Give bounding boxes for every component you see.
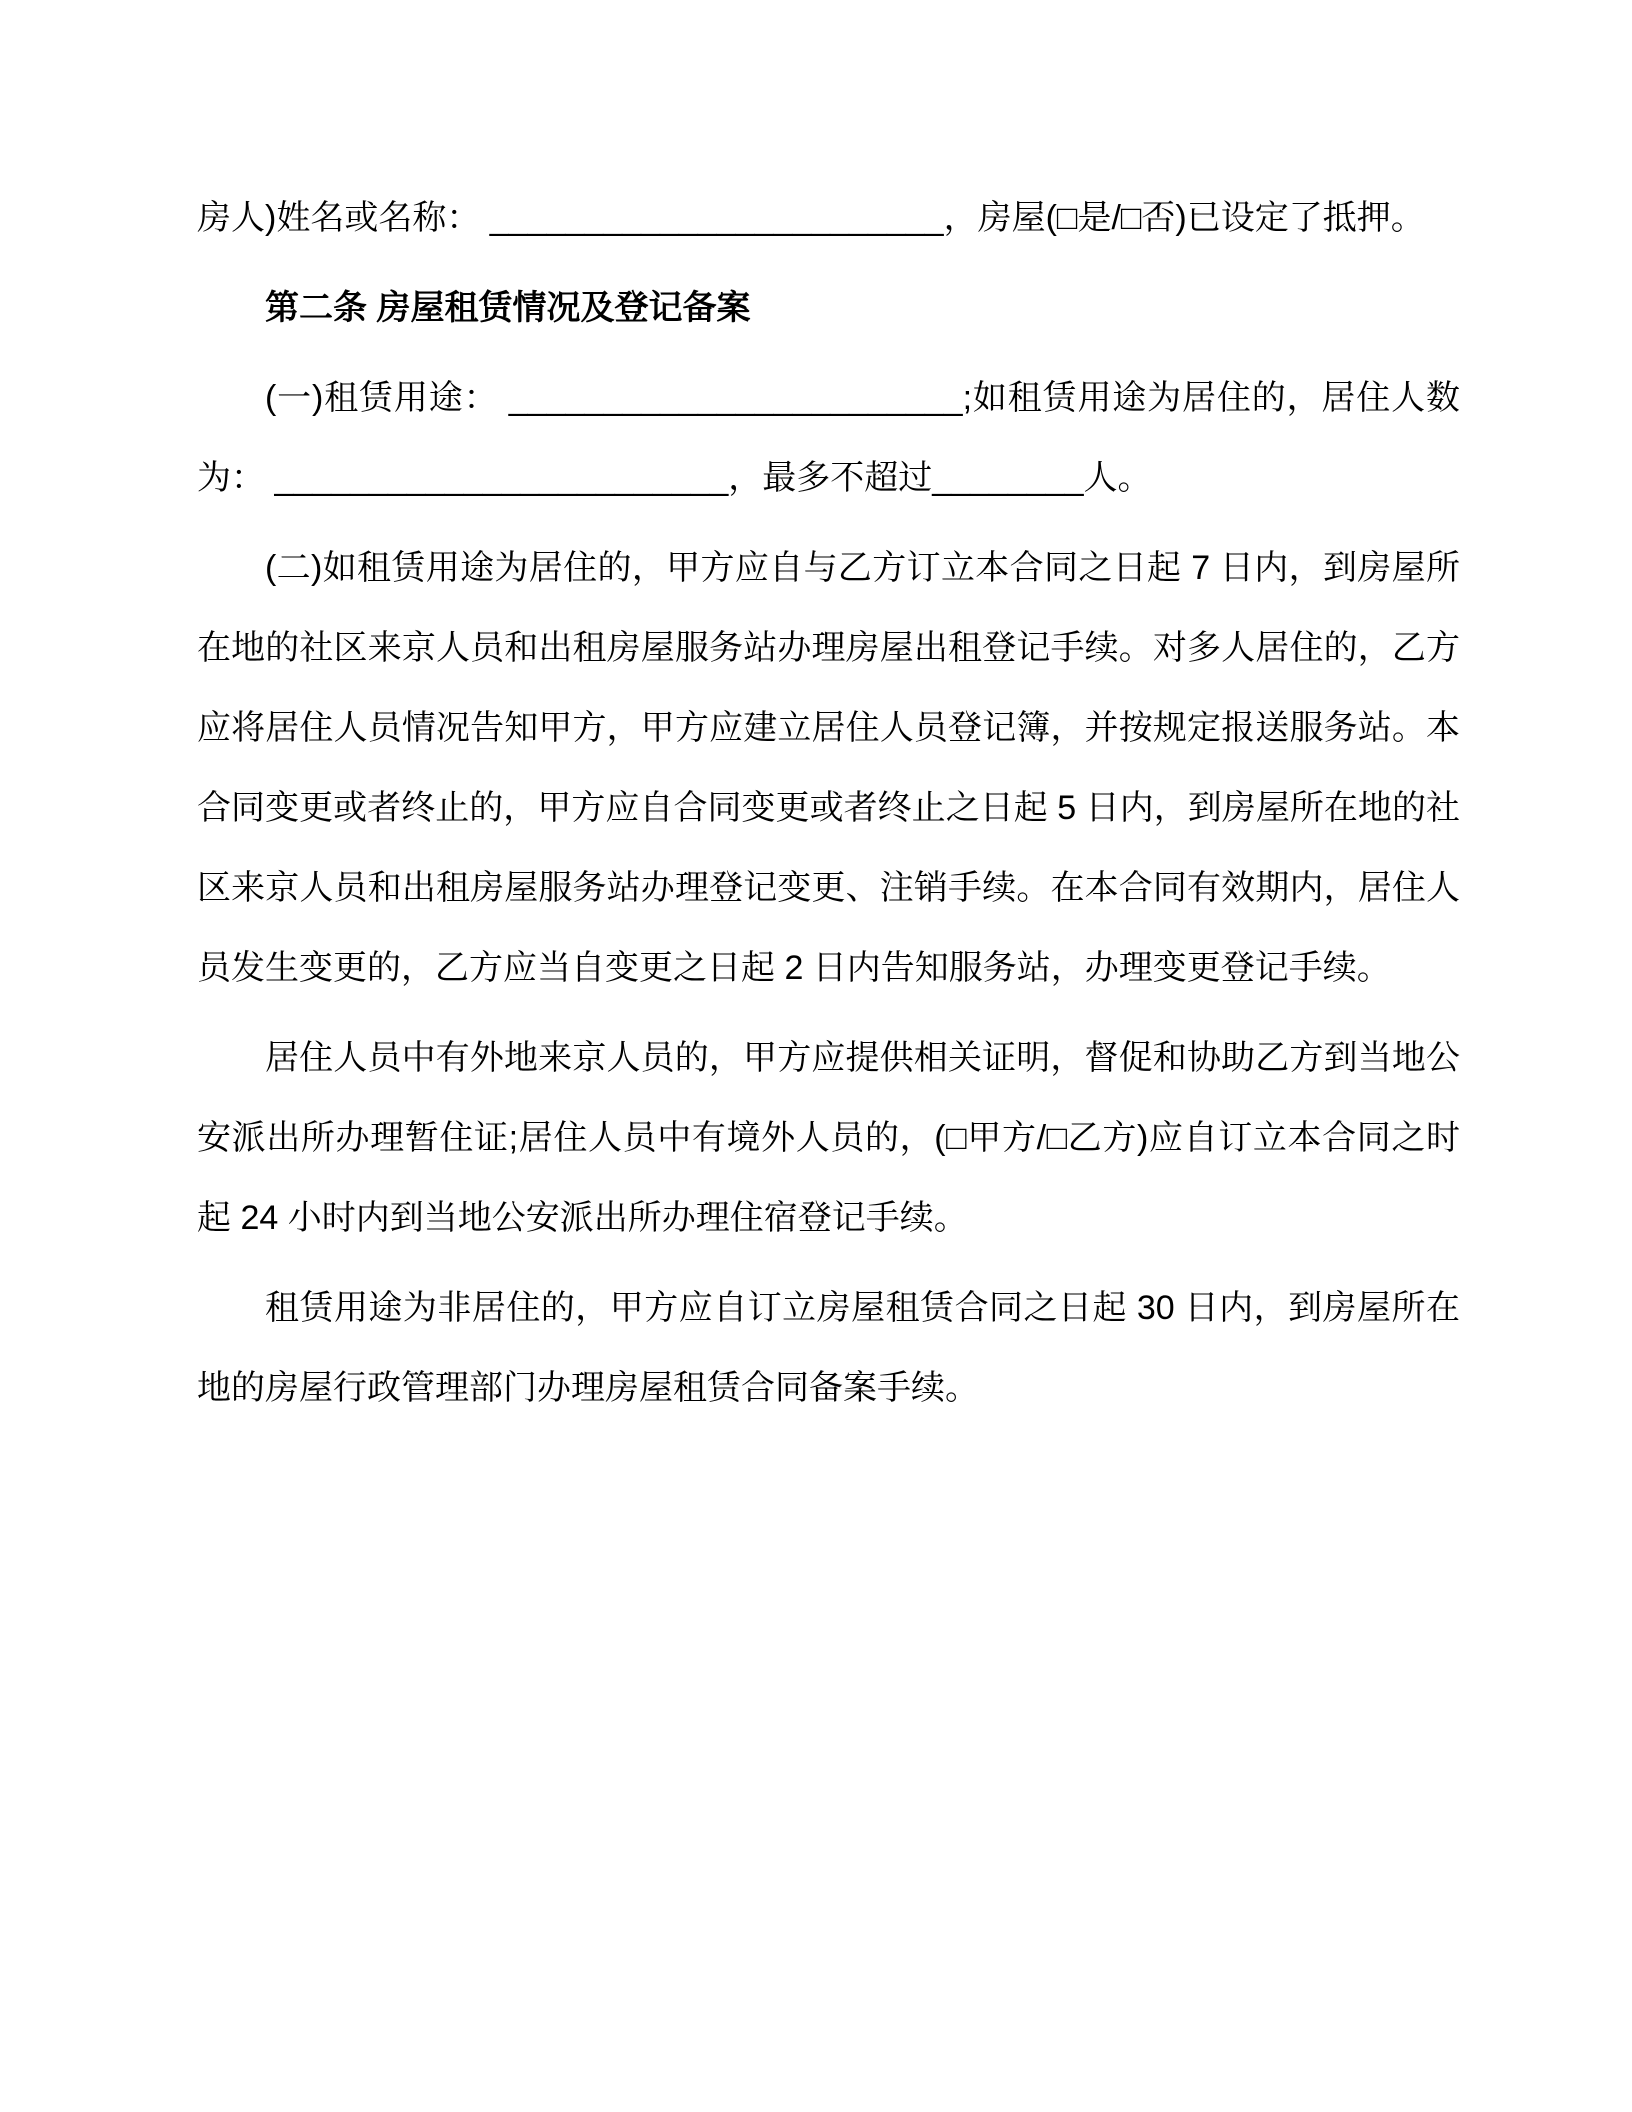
paragraph-nonlocal-residents: 居住人员中有外地来京人员的，甲方应提供相关证明，督促和协助乙方到当地公安派出所办理暂住证;居住人员中有境外人员的，(□甲方/□乙方)应自订立本合同之时起 24 小时内到当地公安派出所办理住宿登记手续。 [197, 1039, 1460, 1237]
paragraph-non-residential-filing: 租赁用途为非居住的，甲方应自订立房屋租赁合同之日起 30 日内，到房屋所在地的房屋行政管理部门办理房屋租赁合同备案手续。 [197, 1289, 1460, 1407]
section-heading-article-2: 第二条 房屋租赁情况及登记备案 [265, 289, 751, 327]
paragraph-clause-2-registration: (二)如租赁用途为居住的，甲方应自与乙方订立本合同之日起 7 日内，到房屋所在地的社区来京人员和出租房屋服务站办理房屋出租登记手续。对多人居住的，乙方应将居住人员情况告知甲方，甲方应建立居住人员登记簿，并按规定报送服务站。本合同变更或者终止的，甲方应自合同变更或者终止之日起 5 日内，到房屋所在地的社区来京人员和出租房屋服务站办理登记变更、注销手续。在本合同有效期内，居住人员发生变更的，乙方应当自变更之日起 2 日内告知服务站，办理变更登记手续。 [197, 549, 1460, 987]
paragraph-lessor-name-continuation: 房人)姓名或名称： ________________________，房屋(□是/□否)已设定了抵押。 [197, 199, 1425, 237]
paragraph-clause-1-rental-use: (一)租赁用途： ________________________;如租赁用途为居住的，居住人数为： ________________________，最多不超过________人。 [197, 379, 1460, 497]
